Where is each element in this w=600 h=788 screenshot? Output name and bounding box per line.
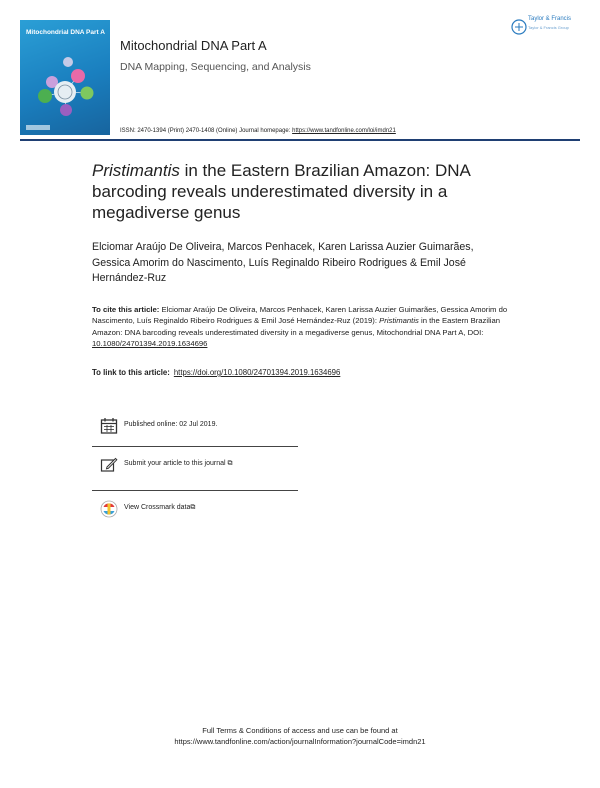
- journal-homepage-link[interactable]: https://www.tandfonline.com/loi/imdn21: [292, 128, 396, 134]
- citation-text-part2: in the Eastern Brazilian Amazon: DNA barcoding reveals underestimated diversity in a megadiverse genus, Mitochondrial DNA Part A, DOI:: [92, 316, 501, 337]
- external-link-icon: ⧉: [190, 504, 196, 511]
- header-divider: [20, 139, 580, 141]
- article-title-genus: Pristimantis: [92, 161, 180, 180]
- crossmark-icon: [100, 500, 118, 518]
- article-link-label: To link to this article:: [92, 368, 170, 377]
- crossmark-link[interactable]: View Crossmark data⧉: [124, 504, 196, 511]
- info-divider: [92, 446, 298, 447]
- terms-footer: [0, 726, 600, 747]
- info-divider: [92, 490, 298, 491]
- cover-publisher-logo: [26, 125, 50, 130]
- submit-article-row[interactable]: [92, 456, 298, 480]
- published-online-date: Published online: 02 Jul 2019.: [124, 421, 218, 428]
- submit-article-link[interactable]: Submit your article to this journal ⧉: [124, 460, 233, 467]
- publisher-group: Taylor & Francis Group: [528, 25, 569, 30]
- external-link-icon: ⧉: [227, 460, 233, 467]
- citation-text-part1: Elciomar Araújo De Oliveira, Marcos Penhacek, Karen Larissa Auzier Guimarães, Gessica Amorim do Nascimento, Luís Reginaldo Ribeiro Rodrigues & Emil José Hernández-Ruz (2019):: [92, 305, 508, 326]
- cover-title: Mitochondrial DNA Part A: [26, 29, 105, 36]
- citation-label: To cite this article:: [92, 305, 160, 314]
- publisher-name: Taylor & Francis: [528, 16, 572, 22]
- edit-icon: [100, 456, 118, 474]
- cover-diagram-graphic: [20, 20, 110, 135]
- article-title-rest: in the Eastern Brazilian Amazon: DNA barcoding reveals underestimated diversity in a megadiverse genus: [92, 161, 470, 222]
- terms-text: Full Terms & Conditions of access and use can be found at: [202, 726, 398, 735]
- article-authors: Elciomar Araújo De Oliveira, Marcos Penhacek, Karen Larissa Auzier Guimarães, Gessica Amorim do Nascimento, Luís Reginaldo Ribeiro Rodrigues & Emil José Hernández-Ruz: [92, 241, 474, 284]
- published-online-row: [92, 417, 298, 441]
- terms-url-link[interactable]: https://www.tandfonline.com/action/journalInformation?journalCode=imdn21: [174, 736, 426, 746]
- journal-cover-image: [20, 20, 110, 135]
- issn-line: [120, 128, 396, 134]
- journal-title[interactable]: Mitochondrial DNA Part A: [120, 38, 267, 53]
- citation-block: [92, 304, 512, 349]
- article-link-line: [92, 368, 340, 377]
- journal-subtitle: DNA Mapping, Sequencing, and Analysis: [120, 61, 311, 73]
- issn-text: ISSN: 2470-1394 (Print) 2470-1408 (Online) Journal homepage:: [120, 128, 291, 134]
- calendar-icon: [100, 417, 118, 435]
- citation-italic: Pristimantis: [379, 316, 419, 326]
- article-doi-url[interactable]: https://doi.org/10.1080/24701394.2019.1634696: [173, 368, 341, 377]
- citation-doi-link[interactable]: 10.1080/24701394.2019.1634696: [92, 338, 208, 348]
- crossmark-row[interactable]: [92, 500, 298, 524]
- article-title: [92, 160, 512, 223]
